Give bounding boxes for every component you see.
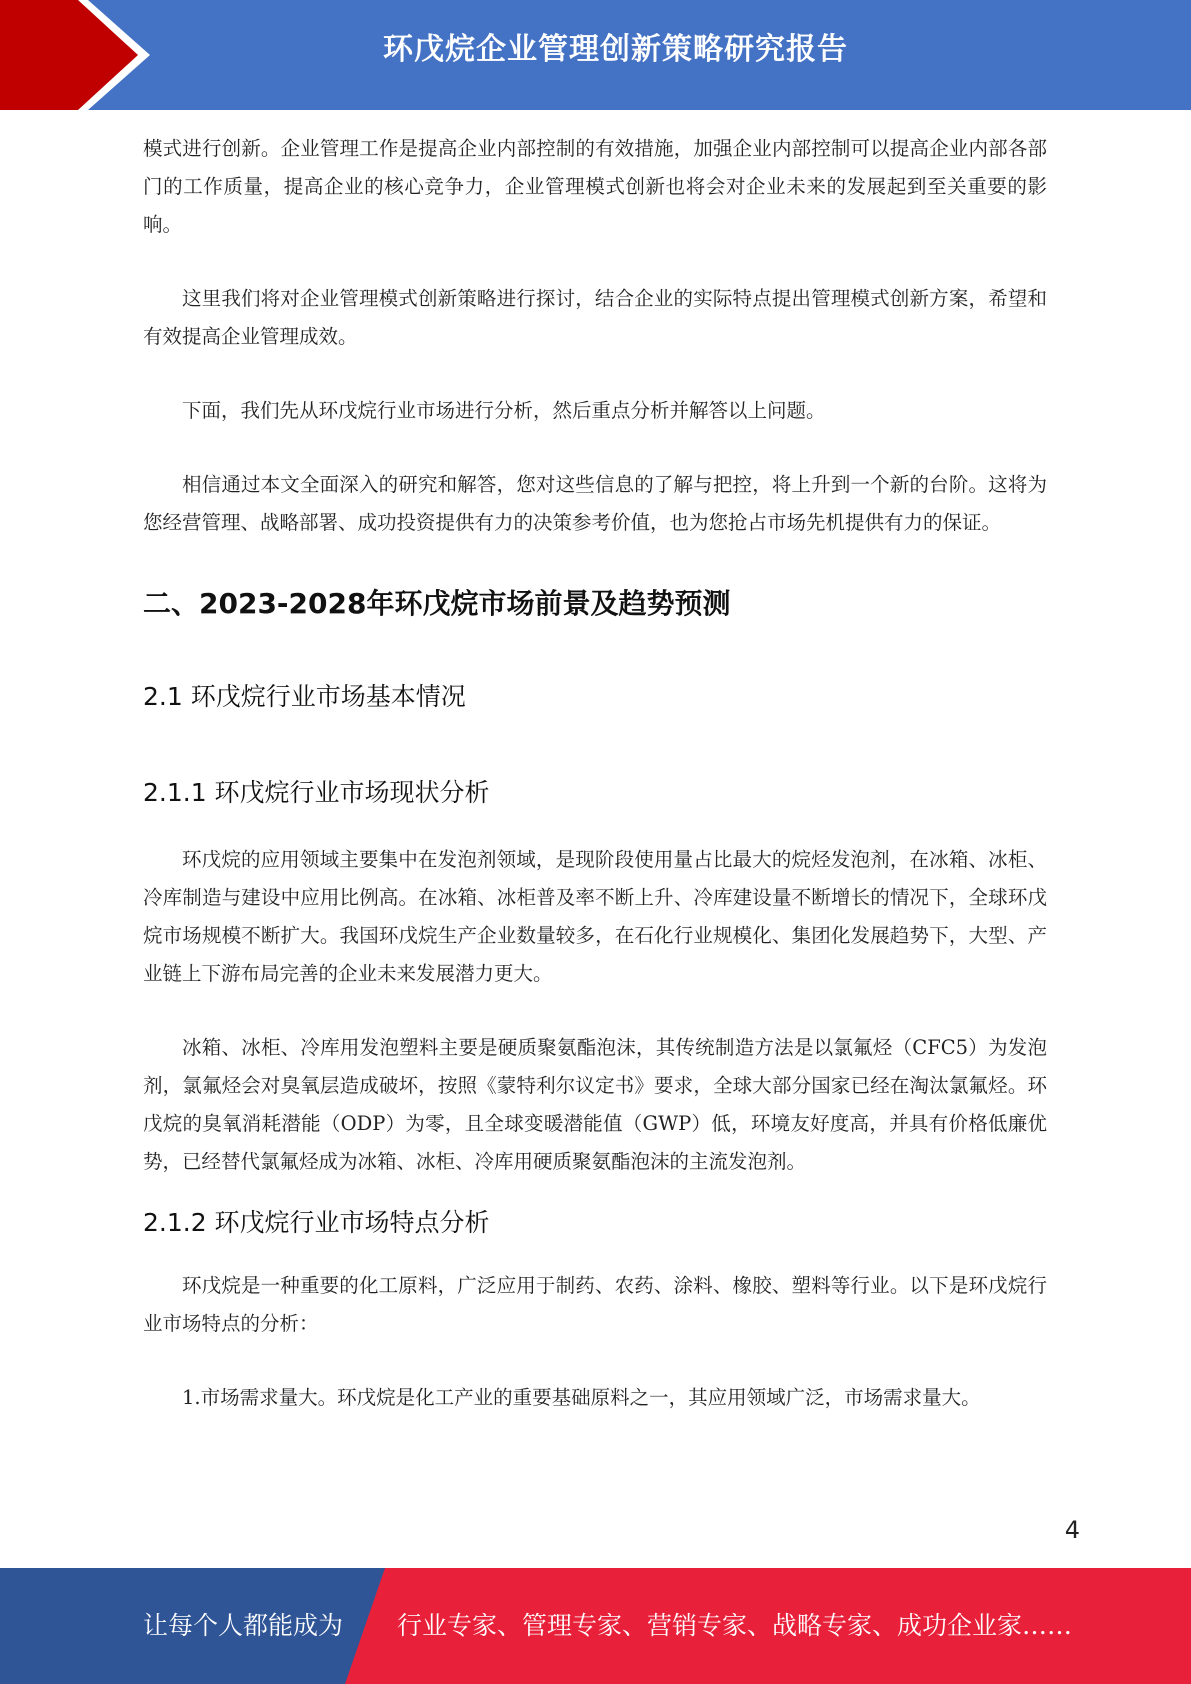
page-number: 4 (1064, 1516, 1080, 1544)
paragraph-6: 冰箱、冰柜、冷库用发泡塑料主要是硬质聚氨酯泡沫，其传统制造方法是以氯氟烃（CFC5）为发泡剂，氯氟烃会对臭氧层造成破坏，按照《蒙特利尔议定书》要求，全球大部分国家已经在淘汰氯氟烃。环戊烷的臭氧消耗潜能（ODP）为零，且全球变暖潜能值（GWP）低，环境友好度高，并具有价格低廉优势，已经替代氯氟烃成为冰箱、冰柜、冷库用硬质聚氨酯泡沫的主流发泡剂。 (143, 1036, 1047, 1173)
page-header (0, 0, 1191, 110)
subsection-heading: 2.1 环戊烷行业市场基本情况 (143, 682, 466, 711)
paragraph-7: 环戊烷是一种重要的化工原料，广泛应用于制药、农药、涂料、橡胶、塑料等行业。以下是环戊烷行业市场特点的分析： (143, 1274, 1047, 1335)
paragraph-4: 相信通过本文全面深入的研究和解答，您对这些信息的了解与把控，将上升到一个新的台阶。这将为您经营管理、战略部署、成功投资提供有力的决策参考价值，也为您抢占市场先机提供有力的保证。 (143, 473, 1047, 534)
subsubsection-heading-1: 2.1.1 环戊烷行业市场现状分析 (143, 778, 490, 807)
paragraph-8: 1.市场需求量大。环戊烷是化工产业的重要基础原料之一，其应用领域广泛，市场需求量大。 (182, 1386, 981, 1409)
paragraph-2: 这里我们将对企业管理模式创新策略进行探讨，结合企业的实际特点提出管理模式创新方案，希望和有效提高企业管理成效。 (143, 287, 1047, 348)
page-footer (0, 1568, 1191, 1684)
paragraph-3: 下面，我们先从环戊烷行业市场进行分析，然后重点分析并解答以上问题。 (182, 399, 826, 422)
main-content (143, 130, 1047, 1417)
subsubsection-heading-2: 2.1.2 环戊烷行业市场特点分析 (143, 1208, 490, 1237)
paragraph-5: 环戊烷的应用领域主要集中在发泡剂领域，是现阶段使用量占比最大的烷烃发泡剂，在冰箱、冰柜、冷库制造与建设中应用比例高。在冰箱、冰柜普及率不断上升、冷库建设量不断增长的情况下，全球环戊烷市场规模不断扩大。我国环戊烷生产企业数量较多，在石化行业规模化、集团化发展趋势下，大型、产业链上下游布局完善的企业未来发展潜力更大。 (143, 848, 1047, 985)
footer-slogan-right: 行业专家、管理专家、营销专家、战略专家、成功企业家…… (397, 1611, 1073, 1640)
footer-slogan-left: 让每个人都能成为 (143, 1611, 344, 1640)
report-title: 环戊烷企业管理创新策略研究报告 (383, 32, 848, 67)
paragraph-1: 模式进行创新。企业管理工作是提高企业内部控制的有效措施，加强企业内部控制可以提高企业内部各部门的工作质量，提高企业的核心竞争力，企业管理模式创新也将会对企业未来的发展起到至关重要的影响。 (143, 137, 1047, 236)
section-heading: 二、2023-2028年环戊烷市场前景及趋势预测 (143, 587, 731, 620)
